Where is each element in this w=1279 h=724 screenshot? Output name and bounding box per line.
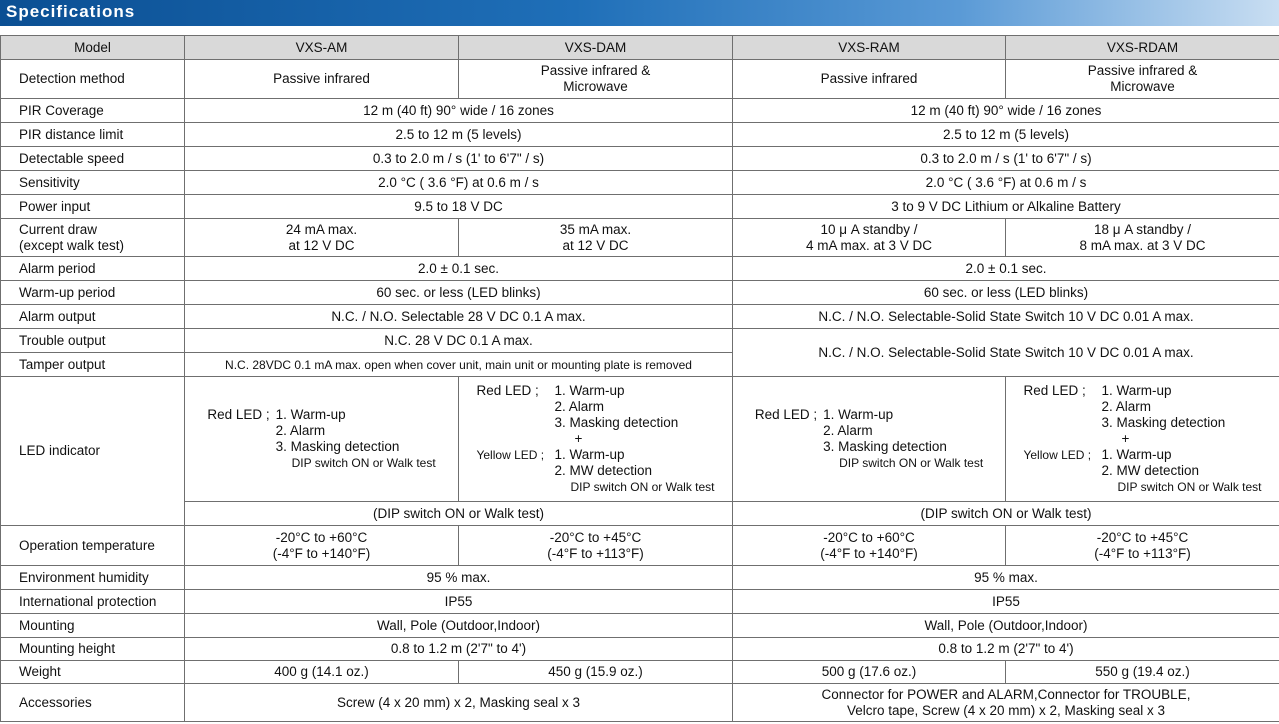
led-note: DIP switch ON or Walk test [1117, 480, 1262, 494]
table-row [1, 305, 1279, 329]
cell-value: 2.0 ± 0.1 sec. [733, 257, 1279, 281]
cell-value: 2.0 ± 0.1 sec. [185, 257, 733, 281]
table-row [1, 526, 1279, 566]
led-item: 2. Alarm [1101, 399, 1152, 414]
table-row [1, 123, 1279, 147]
table-row [1, 219, 1279, 257]
table-row [1, 684, 1279, 722]
led-note: DIP switch ON or Walk test [291, 456, 436, 470]
cell-value [733, 684, 1279, 722]
cell-value: N.C. 28VDC 0.1 mA max. open when cover unit, main unit or mounting plate is removed [185, 353, 733, 377]
row-label: Mounting [1, 614, 185, 638]
cell-line: -20°C to +60°C [275, 529, 368, 545]
cell-line: (-4°F to +140°F) [820, 545, 918, 561]
cell-line: -20°C to +45°C [549, 529, 642, 545]
cell-line: Connector for POWER and ALARM,Connector for TROUBLE, [821, 686, 1191, 702]
cell-value [733, 526, 1006, 566]
header-vxs-am: VXS-AM [185, 36, 459, 60]
cell-line: -20°C to +45°C [1096, 529, 1189, 545]
row-label: Alarm output [1, 305, 185, 329]
led-list [548, 383, 678, 447]
cell-line: Velcro tape, Screw (4 x 20 mm) x 2, Masking seal x 3 [846, 702, 1166, 718]
led-item: 3. Masking detection [275, 439, 400, 454]
cell-value: N.C. / N.O. Selectable-Solid State Switch 10 V DC 0.01 A max. [733, 329, 1279, 377]
cell-value: 3 to 9 V DC Lithium or Alkaline Battery [733, 195, 1279, 219]
cell-value: N.C. 28 V DC 0.1 A max. [185, 329, 733, 353]
table-row [1, 60, 1279, 99]
cell-value: N.C. / N.O. Selectable 28 V DC 0.1 A max. [185, 305, 733, 329]
row-label: International protection [1, 590, 185, 614]
led-item: 2. Alarm [554, 399, 605, 414]
cell-line: at 12 V DC [562, 237, 629, 253]
led-item: 1. Warm-up [1101, 447, 1172, 462]
cell-value: 2.0 °C ( 3.6 °F) at 0.6 m / s [185, 171, 733, 195]
led-red-row [207, 407, 435, 471]
cell-value [733, 219, 1006, 257]
cell-line: Passive infrared & [540, 63, 651, 78]
cell-value: 0.8 to 1.2 m (2'7" to 4') [733, 638, 1279, 661]
row-label: Environment humidity [1, 566, 185, 590]
cell-value: Wall, Pole (Outdoor,Indoor) [185, 614, 733, 638]
row-label: Mounting height [1, 638, 185, 661]
cell-value: (DIP switch ON or Walk test) [185, 502, 733, 526]
led-list [1095, 447, 1261, 495]
row-label [1, 219, 185, 257]
header-vxs-ram: VXS-RAM [733, 36, 1006, 60]
cell-value: 9.5 to 18 V DC [185, 195, 733, 219]
cell-value: 95 % max. [733, 566, 1279, 590]
led-list [817, 407, 983, 471]
cell-line: 18 μ A standby / [1093, 221, 1192, 237]
label-line: Current draw [19, 221, 98, 237]
led-item: 1. Warm-up [554, 383, 625, 398]
row-label: Sensitivity [1, 171, 185, 195]
led-item: 2. MW detection [554, 463, 653, 478]
cell-line: (-4°F to +140°F) [272, 545, 371, 561]
row-label: Detection method [1, 60, 185, 99]
led-item: 2. MW detection [1101, 463, 1200, 478]
led-item: 3. Masking detection [554, 415, 679, 430]
row-label: Alarm period [1, 257, 185, 281]
led-red-row [755, 407, 983, 471]
led-item: 1. Warm-up [554, 447, 625, 462]
red-led-key: Red LED ; [207, 407, 270, 422]
led-red-row [1023, 383, 1261, 447]
cell-line: 8 mA max. at 3 V DC [1079, 237, 1206, 253]
cell-value: 12 m (40 ft) 90° wide / 16 zones [733, 99, 1279, 123]
row-label: PIR distance limit [1, 123, 185, 147]
header-vxs-rdam: VXS-RDAM [1006, 36, 1279, 60]
led-inner [755, 407, 983, 471]
led-cell-am [185, 377, 459, 502]
table-header-row [1, 36, 1279, 60]
row-label: Operation temperature [1, 526, 185, 566]
cell-value: 0.8 to 1.2 m (2'7" to 4') [185, 638, 733, 661]
led-plus: + [574, 431, 583, 446]
cell-value: N.C. / N.O. Selectable-Solid State Switch 10 V DC 0.01 A max. [733, 305, 1279, 329]
cell-value [185, 219, 459, 257]
row-label: Tamper output [1, 353, 185, 377]
row-label: Trouble output [1, 329, 185, 353]
cell-value: 60 sec. or less (LED blinks) [185, 281, 733, 305]
cell-value: 60 sec. or less (LED blinks) [733, 281, 1279, 305]
led-list [548, 447, 714, 495]
led-item: 3. Masking detection [1101, 415, 1226, 430]
led-plus: + [1121, 431, 1130, 446]
cell-value: 550 g (19.4 oz.) [1006, 661, 1279, 684]
led-block [735, 407, 1003, 471]
led-list [270, 407, 436, 471]
row-label: Power input [1, 195, 185, 219]
label-line: (except walk test) [19, 237, 125, 253]
red-led-key: Red LED ; [476, 383, 539, 398]
cell-line: Microwave [1110, 79, 1175, 94]
led-block [1008, 383, 1277, 495]
led-inner [1023, 383, 1261, 495]
led-block [461, 383, 730, 495]
led-cell-rdam [1006, 377, 1279, 502]
cell-line: at 12 V DC [288, 237, 355, 253]
cell-value: 2.5 to 12 m (5 levels) [185, 123, 733, 147]
yellow-led-key: Yellow LED ; [1023, 448, 1092, 462]
led-inner [476, 383, 714, 495]
row-label: Detectable speed [1, 147, 185, 171]
led-red-row [476, 383, 714, 447]
cell-value [185, 526, 459, 566]
cell-value [1006, 219, 1279, 257]
row-label: Accessories [1, 684, 185, 722]
table-row [1, 257, 1279, 281]
cell-line: (-4°F to +113°F) [547, 545, 644, 561]
led-note: DIP switch ON or Walk test [839, 456, 984, 470]
cell-value: 400 g (14.1 oz.) [185, 661, 459, 684]
led-item: 2. Alarm [823, 423, 873, 438]
led-item: 2. Alarm [275, 423, 326, 438]
led-block [187, 407, 456, 471]
red-led-key: Red LED ; [754, 407, 818, 422]
cell-value: 0.3 to 2.0 m / s (1' to 6'7" / s) [185, 147, 733, 171]
cell-line: 24 mA max. [285, 221, 358, 237]
header-model: Model [1, 36, 185, 60]
red-led-key: Red LED ; [1023, 383, 1086, 398]
table-row [1, 590, 1279, 614]
cell-line: Microwave [563, 79, 628, 94]
table-row [1, 281, 1279, 305]
led-item: 3. Masking detection [823, 439, 947, 454]
led-yellow-row [1023, 447, 1261, 495]
cell-value: Passive infrared [185, 60, 459, 99]
led-note: DIP switch ON or Walk test [570, 480, 715, 494]
table-row [1, 329, 1279, 353]
led-item: 1. Warm-up [823, 407, 894, 422]
led-cell-ram [733, 377, 1006, 502]
cell-line: (-4°F to +113°F) [1094, 545, 1191, 561]
yellow-led-key: Yellow LED ; [476, 448, 545, 462]
table-row [1, 614, 1279, 638]
cell-value: IP55 [733, 590, 1279, 614]
cell-line: 35 mA max. [559, 221, 632, 237]
header-vxs-dam: VXS-DAM [459, 36, 733, 60]
table-row [1, 171, 1279, 195]
led-inner [207, 407, 435, 471]
table-row [1, 377, 1279, 502]
led-item: 1. Warm-up [1101, 383, 1172, 398]
table-row [1, 502, 1279, 526]
cell-value [459, 526, 733, 566]
table-row [1, 99, 1279, 123]
cell-value: (DIP switch ON or Walk test) [733, 502, 1279, 526]
table-row [1, 661, 1279, 684]
row-label: Warm-up period [1, 281, 185, 305]
led-yellow-row [476, 447, 714, 495]
cell-line: 4 mA max. at 3 V DC [805, 237, 933, 253]
led-list [1095, 383, 1225, 447]
cell-line: Passive infrared & [1087, 63, 1198, 78]
cell-value: 500 g (17.6 oz.) [733, 661, 1006, 684]
cell-value [1006, 526, 1279, 566]
table-row [1, 147, 1279, 171]
cell-value: Screw (4 x 20 mm) x 2, Masking seal x 3 [185, 684, 733, 722]
cell-line: 10 μ A standby / [820, 221, 918, 237]
spec-table [0, 35, 1279, 722]
table-row [1, 638, 1279, 661]
cell-value: Wall, Pole (Outdoor,Indoor) [733, 614, 1279, 638]
row-label: LED indicator [1, 377, 185, 526]
cell-value: 0.3 to 2.0 m / s (1' to 6'7" / s) [733, 147, 1279, 171]
cell-value: 12 m (40 ft) 90° wide / 16 zones [185, 99, 733, 123]
cell-value: 2.5 to 12 m (5 levels) [733, 123, 1279, 147]
cell-value [1006, 60, 1279, 99]
cell-value: Passive infrared [733, 60, 1006, 99]
cell-value [459, 60, 733, 99]
section-title: Specifications [6, 2, 136, 21]
cell-line: -20°C to +60°C [823, 529, 915, 545]
led-cell-dam [459, 377, 733, 502]
led-item: 1. Warm-up [275, 407, 346, 422]
cell-value: 95 % max. [185, 566, 733, 590]
row-label: Weight [1, 661, 185, 684]
cell-value: IP55 [185, 590, 733, 614]
row-label: PIR Coverage [1, 99, 185, 123]
cell-value: 2.0 °C ( 3.6 °F) at 0.6 m / s [733, 171, 1279, 195]
cell-value [459, 219, 733, 257]
section-banner [0, 0, 1279, 26]
table-row [1, 195, 1279, 219]
cell-value: 450 g (15.9 oz.) [459, 661, 733, 684]
table-row [1, 566, 1279, 590]
